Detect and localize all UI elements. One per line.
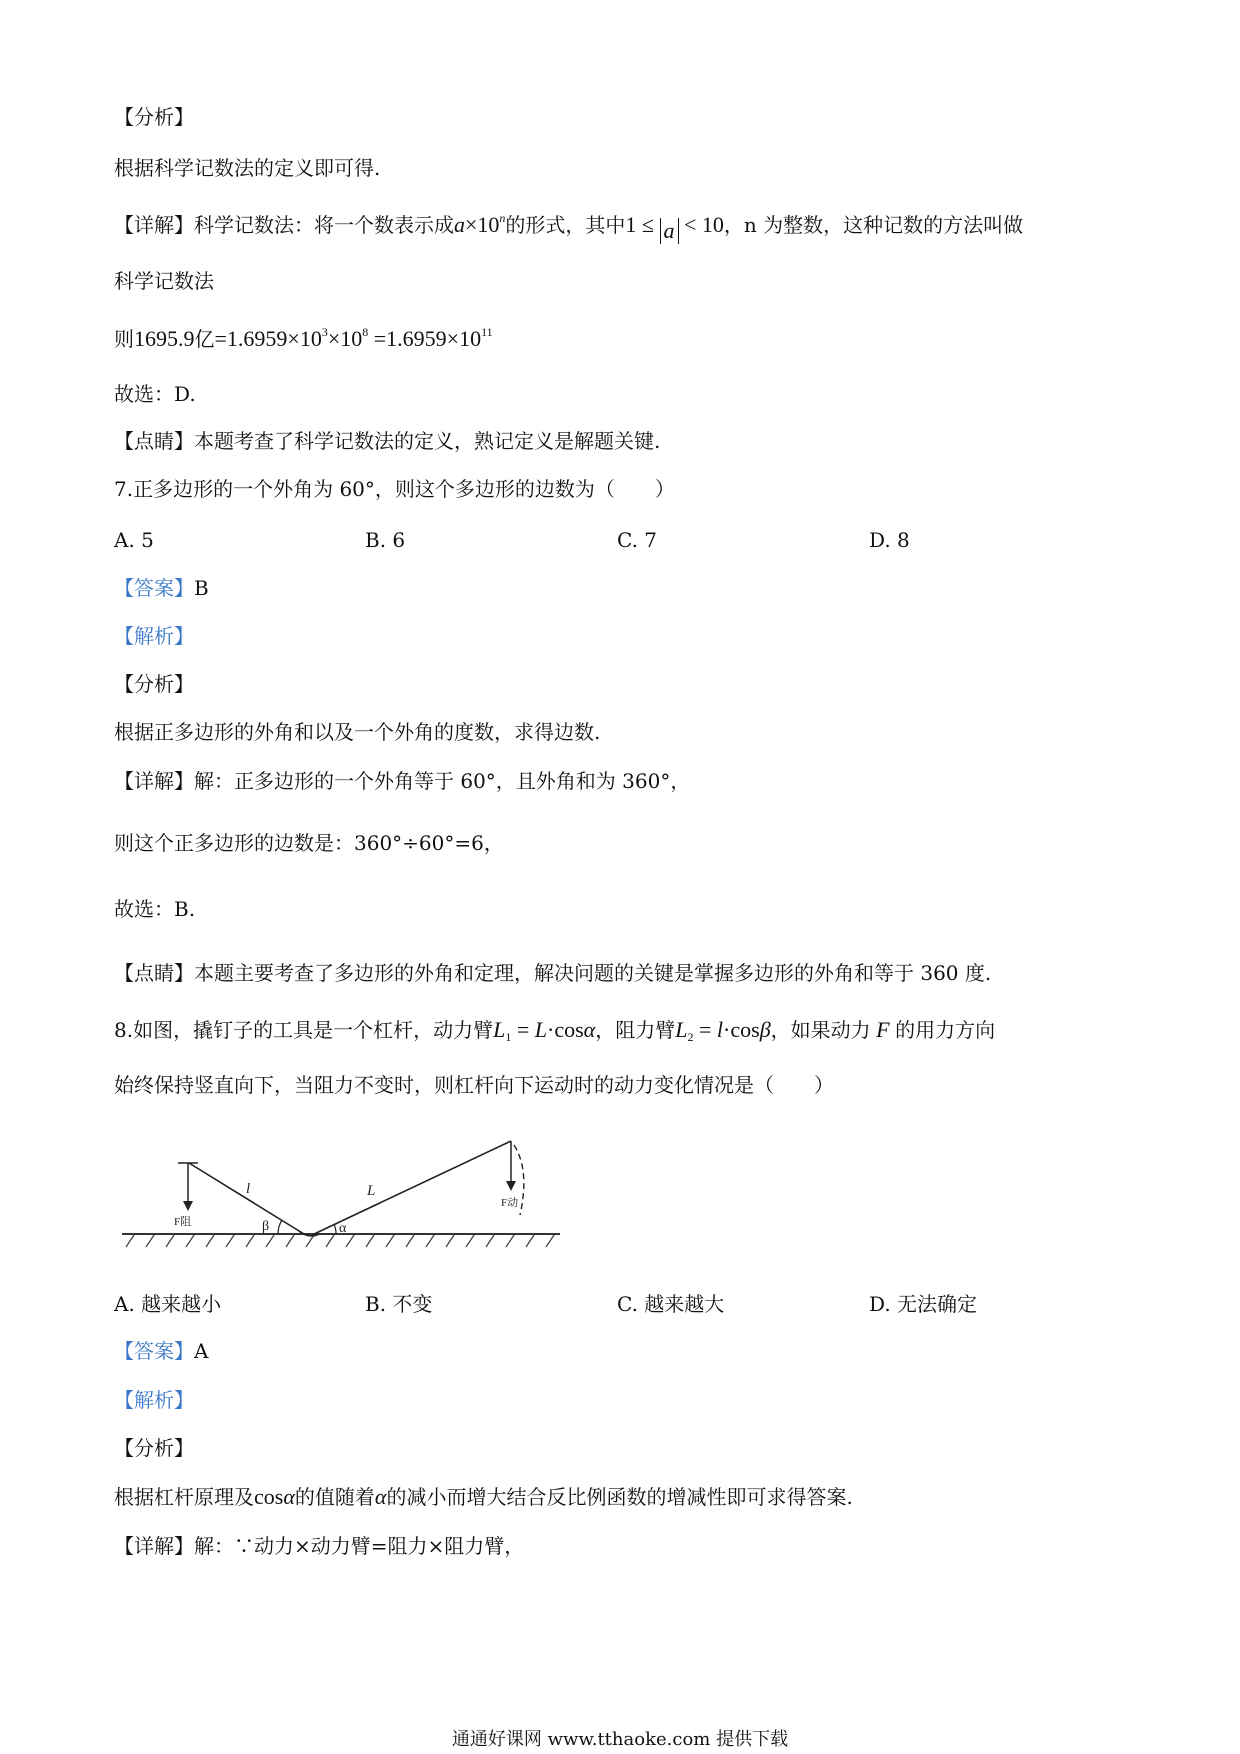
q8-question-line-2: 始终保持竖直向下，当阻力不变时，则杠杆向下运动时的动力变化情况是（ ）	[114, 1073, 834, 1097]
resist-force-arrowhead	[183, 1201, 193, 1211]
q7-detail-text-1: 解：正多边形的一个外角等于 60°，且外角和为 360°，	[194, 769, 691, 793]
beta-arc	[278, 1220, 282, 1234]
q7-detail-heading: 【详解】	[114, 769, 194, 793]
label-l: l	[246, 1181, 251, 1197]
label-beta: β	[262, 1219, 270, 1234]
q7-question: 7.正多边形的一个外角为 60°，则这个多边形的边数为（ ）	[114, 477, 675, 501]
q7-option-b: B. 6	[365, 528, 406, 552]
q8-option-d: D. 无法确定	[869, 1292, 978, 1316]
q6-formula-range: 1 ≤ a < 10	[625, 212, 724, 243]
q8-detail-line	[114, 1536, 524, 1556]
q7-option-c: C. 7	[617, 528, 658, 552]
q7-option-d: D. 8	[869, 528, 910, 552]
lever-figure	[114, 1125, 564, 1255]
short-arm-l	[189, 1163, 304, 1234]
q6-calc-line	[114, 326, 493, 350]
q7-detail-text-2: 则这个正多边形的边数是：360°÷60°=6，	[114, 831, 504, 855]
q8-detail-heading: 【详解】	[114, 1534, 194, 1558]
q6-calc-formula-b: $=1.6959\times 10^3\times 10^8 =1.6959\times 10^{11}$	[214, 325, 493, 351]
q8-question-text-a: 8.如图，撬钉子的工具是一个杠杆，动力臂	[114, 1018, 494, 1042]
q8-analysis-heading: 【分析】	[114, 1436, 194, 1460]
label-f-power: F动	[501, 1197, 519, 1209]
q7-analysis-heading: 【分析】	[114, 672, 194, 696]
q6-detail-text-a: 科学记数法：将一个数表示成	[194, 213, 454, 237]
q6-calc-prefix: 则	[114, 327, 134, 351]
q7-answer-heading: 【答案】	[114, 576, 194, 600]
q8-answer-heading: 【答案】	[114, 1339, 194, 1363]
q6-note-line	[114, 431, 660, 451]
label-L: L	[367, 1183, 376, 1199]
alpha-arc	[334, 1224, 336, 1234]
q8-question-text-b: ，阻力臂	[595, 1018, 676, 1042]
q7-detail-line	[114, 771, 690, 791]
q6-choice: 故选：D.	[114, 382, 196, 406]
label-f-resist: F阻	[174, 1216, 192, 1228]
q8-option-b: B. 不变	[365, 1292, 433, 1316]
q8-answer-value: A	[194, 1339, 209, 1363]
q8-formula-L1: $L_1 = L\cdot\cos\alpha$	[493, 1017, 596, 1044]
q8-formula-F: F	[876, 1017, 890, 1042]
q8-analysis-text-b: 的值随着	[294, 1485, 375, 1509]
q7-answer-line	[114, 578, 209, 598]
q7-explain-heading: 【解析】	[114, 624, 194, 648]
page-footer: 通通好课网 www.tthaoke.com 提供下载	[451, 1729, 789, 1750]
q8-detail-text: 解：∵动力×动力臂=阻力×阻力臂，	[194, 1534, 525, 1558]
q6-note-text: 本题考查了科学记数法的定义，熟记定义是解题关键.	[194, 429, 661, 453]
q7-note-text: 本题主要考查了多边形的外角和定理，解决问题的关键是掌握多边形的外角和等于 360 度.	[194, 961, 992, 985]
q6-calc-formula-a: 1695.9	[134, 326, 195, 351]
q7-answer-value: B	[194, 576, 209, 600]
q7-option-a: A. 5	[114, 528, 154, 552]
q7-choice: 故选：B.	[114, 897, 196, 921]
ground-hatching	[126, 1235, 554, 1247]
q6-detail-text-c: ，n 为整数，这种记数的方法叫做	[723, 213, 1024, 237]
q8-question-text-d: 的用力方向	[895, 1018, 996, 1042]
q8-analysis-text-c: 的减小而增大结合反比例函数的增减性即可求得答案.	[386, 1485, 853, 1509]
q8-analysis-text-a: 根据杠杆原理及	[114, 1485, 254, 1509]
q6-analysis-heading: 【分析】	[114, 105, 194, 129]
q8-option-c: C. 越来越大	[617, 1292, 725, 1316]
q8-answer-line	[114, 1341, 208, 1361]
q6-detail-text-d: 科学记数法	[114, 269, 214, 293]
power-force-arrowhead	[506, 1181, 516, 1191]
q7-note-line	[114, 963, 991, 983]
q8-formula-alpha: α	[374, 1484, 387, 1509]
q6-detail-text-b: 的形式，其中	[505, 213, 626, 237]
q6-note-heading: 【点睛】	[114, 429, 194, 453]
q8-analysis-line	[114, 1486, 853, 1508]
q6-detail-line	[114, 212, 1023, 244]
q8-question-line-1	[114, 1019, 995, 1043]
label-alpha: α	[339, 1221, 347, 1236]
q6-formula-a: $a\times 10^n$	[454, 211, 506, 237]
q7-note-heading: 【点睛】	[114, 961, 194, 985]
q8-formula-L2: $L_2 = l\cdot\cos\beta$	[675, 1017, 771, 1044]
q6-calc-yi: 亿	[194, 327, 215, 351]
q7-analysis-text: 根据正多边形的外角和以及一个外角的度数，求得边数.	[114, 720, 601, 744]
q8-question-text-c: ，如果动力	[770, 1018, 871, 1042]
q8-formula-cos-alpha: cosα	[254, 1484, 295, 1509]
q6-analysis-text: 根据科学记数法的定义即可得.	[114, 156, 381, 180]
q6-detail-heading: 【详解】	[114, 213, 194, 237]
q8-option-a: A. 越来越小	[114, 1292, 222, 1316]
q8-explain-heading: 【解析】	[114, 1388, 194, 1412]
